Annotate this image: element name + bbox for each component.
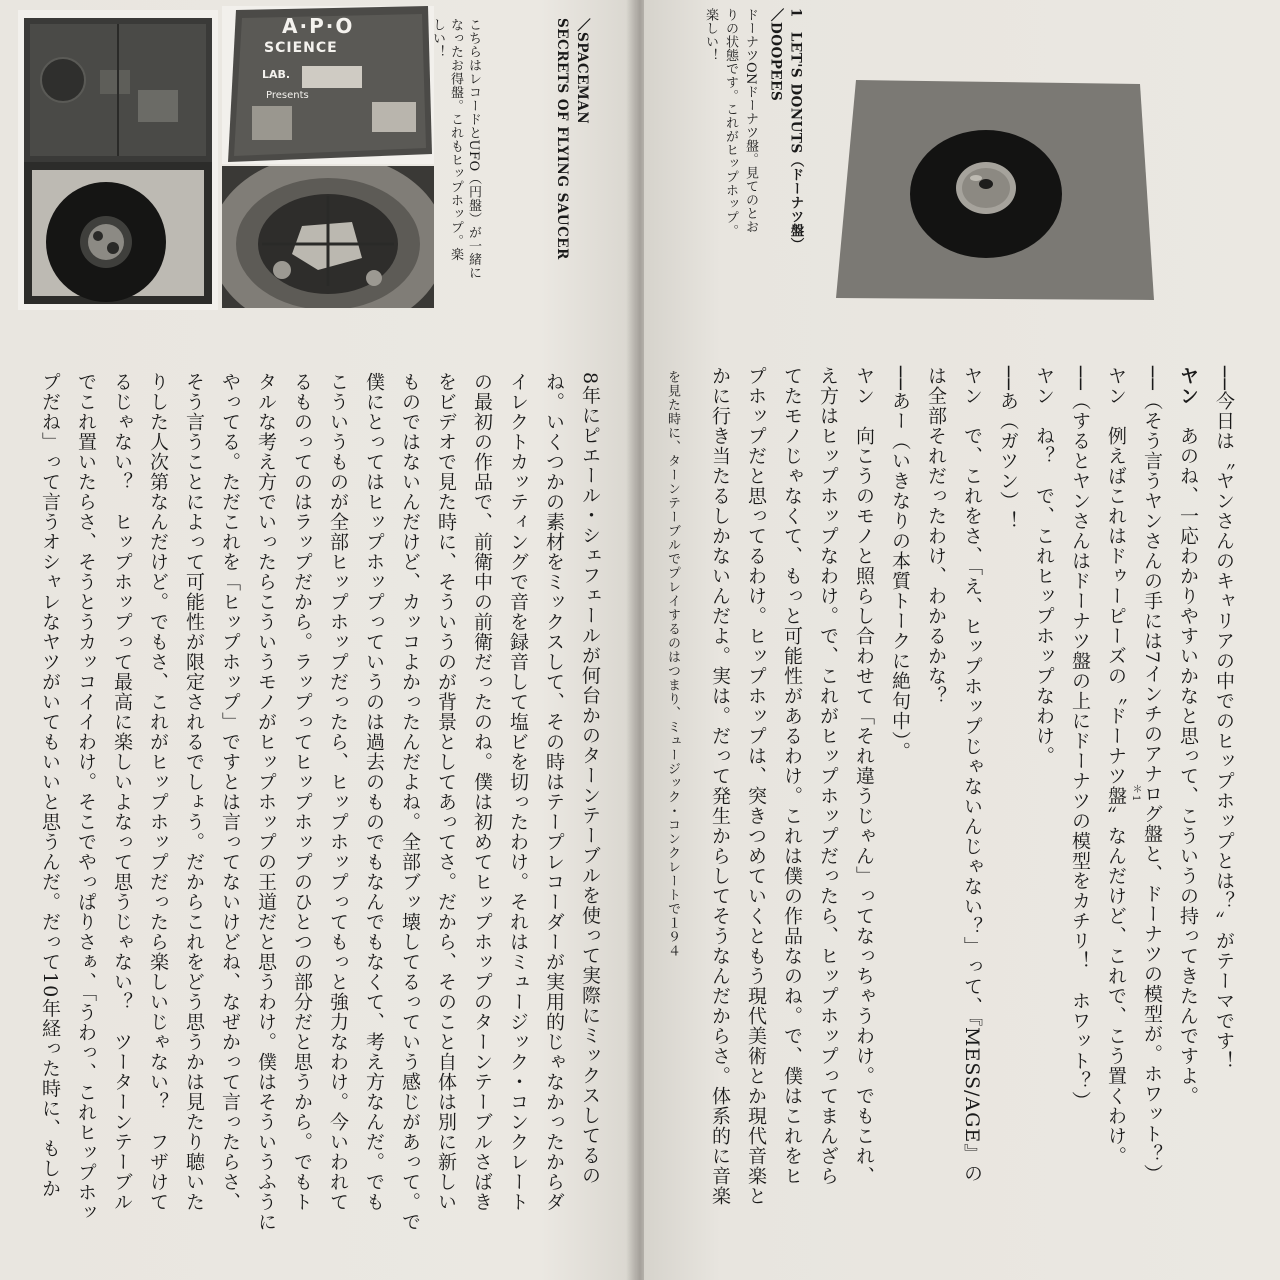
footnote-marker: ＊1 (1130, 784, 1141, 803)
body-line: そう言うことによって可能性が限定されるでしょう。だからこれをどう思うかは見たり聴いた (183, 372, 205, 1212)
body-line: プだね」って言うオシャレなヤツがいてもいいと思うんだ。だって10年経った時に、もしか (39, 372, 61, 1199)
body-line: ──あ（ガツン）！ (997, 366, 1019, 531)
caption-line: しい！ (430, 18, 445, 59)
donut-record-photo (836, 78, 1156, 304)
body-line: やってる。ただこれを「ヒップホップ」ですとは言ってないけどね、なぜかって言ったらさ、 (219, 372, 241, 1212)
body-line: るものってのはラップだから。ラップってヒップホップのひとつの部分だと思うから。でもト (291, 372, 313, 1212)
box-record-photo (18, 10, 218, 310)
lid-subtitle: SCIENCE (264, 40, 338, 56)
body-line: ヤン 向こうのモノと照らし合わせて「それ違うじゃん」ってなっちゃうわけ。でもこれ、 (853, 366, 875, 1186)
caption-artist: ／SPACEMAN (574, 18, 590, 125)
caption-line: こちらはレコードとUFO（円盤）が一緒に (466, 18, 481, 280)
body-line: イレクトカッティングで音を録音して塩ビを切ったわけ。それはミュージック・コンクレート (507, 372, 529, 1212)
body-line: ──（そう言うヤンさんの手には7インチのアナログ盤と、ドーナツの模型が。ホワット？） (1141, 366, 1163, 1184)
body-line: ヤン で、これをさ、「え、ヒップホップじゃないんじゃない？」って、『MESS/AGE』の (961, 366, 983, 1184)
body-line: をビデオで見た時に、そういうのが背景としてあってさ。だから、そのこと自体は別に新しい (435, 372, 457, 1212)
body-line: 8年にピエール・シェフェールが何台かのターンテーブルを使って実際にミックスしてるの (579, 372, 601, 1186)
ufo-photo (222, 166, 434, 308)
body-line: ね。いくつかの素材をミックスして、その時はテープレコーダーが実用的じゃなかったからダ (543, 372, 565, 1212)
body-line: ヤン 例えばこれはドゥーピーズの〝ドーナツ盤〟なんだけど、これで、こう置くわけ。 (1105, 366, 1127, 1166)
body-line: 僕にとってはヒップホップっていうのは過去のものでもなんでもなくて、考え方なんだ。でも (363, 372, 385, 1212)
lid-lab: LAB. (262, 68, 291, 81)
body-line-small: を見た時に、ターンテーブルでプレイするのはつまり、ミュージック・コンクレートで１９４ (665, 370, 680, 958)
lid-title: A·P·O (282, 14, 355, 38)
body-line: るじゃない？ ヒップホップって最高に楽しいよなって思うじゃない？ ツーターンテーブル (111, 372, 133, 1212)
body-line: てたモノじゃなくて、もっと可能性があるわけ。これは僕の作品なのね。で、僕はこれをヒ (781, 366, 803, 1186)
caption-title (788, 8, 802, 252)
body-line: ものではないんだけど、カッコよかったんだよね。全部ブッ壊してるっていう感じがあって。で (399, 372, 421, 1232)
left-page (0, 0, 636, 1280)
body-line: え方はヒップホップなわけ。で、これがヒップホップだったら、ヒップホップってまんざら (817, 366, 839, 1186)
body-line: タルな考え方でいったらこういうモノがヒップホップの王道だと思うわけ。僕はそういうふうに (255, 372, 277, 1232)
caption-line: 楽しい！ (703, 8, 718, 62)
body-line: プホップだと思ってるわけ。ヒップホップは、突きつめていくともう現代美術とか現代音楽と (745, 366, 767, 1206)
body-line: ヤン ね？ で、これヒップホップなわけ。 (1033, 366, 1055, 766)
caption-line: ドーナツONドーナツ盤。見てのとお (743, 8, 758, 234)
caption-number: 1 (787, 8, 804, 18)
box-lid-photo (222, 6, 434, 164)
body-line: は全部それだったわけ、わかるかな？ (925, 366, 947, 706)
caption-line: なったお得盤。これもヒップホップ。楽 (448, 18, 463, 261)
caption-title: SECRETS OF FLYING SAUCER (554, 18, 570, 260)
body-line: りした人次第なんだけど。でもさ、これがヒップホップだったら楽しいじゃない？ フザけて (147, 372, 169, 1212)
right-page (644, 0, 1280, 1280)
body-line: ヤン あのね、一応わかりやすいかなと思って、こういうの持ってきたんですよ。 (1177, 366, 1199, 1106)
body-line: かに行き当たるしかないんだよ。実は。だって発生からしてそうなんだからさ。体系的に音楽 (709, 366, 731, 1206)
caption-artist: ／DOOPEES (767, 8, 784, 102)
body-line: こういうものが全部ヒップホップだったら、ヒップホップってもっと強力なわけ。今いわれて (327, 372, 349, 1212)
caption-title-text: LET'S DONUTS（ドーナツ盤） (787, 31, 804, 252)
body-line: ──今日は〝ヤンさんのキャリアの中でのヒップホップとは？〟がテーマです！ (1213, 366, 1235, 1071)
body-line: でこれ置いたらさ、そうとうカッコイイわけ。そこでやっぱりさぁ、「うわっ、これヒップホッ (75, 372, 97, 1223)
lid-presents: Presents (266, 90, 309, 101)
caption-line: りの状態です。これがヒップホップ。 (723, 8, 738, 238)
speaker-label: ヤン (1177, 366, 1199, 406)
body-line: ──あー（いきなりの本質トークに絶句中）。 (889, 366, 911, 762)
body-line: ──（するとヤンさんはドーナツ盤の上にドーナツの模型をカチリ！ ホワット？） (1069, 366, 1091, 1111)
body-line: の最初の作品で、前衛中の前衛だったのね。僕は初めてヒップホップのターンテーブルさばき (471, 372, 493, 1212)
